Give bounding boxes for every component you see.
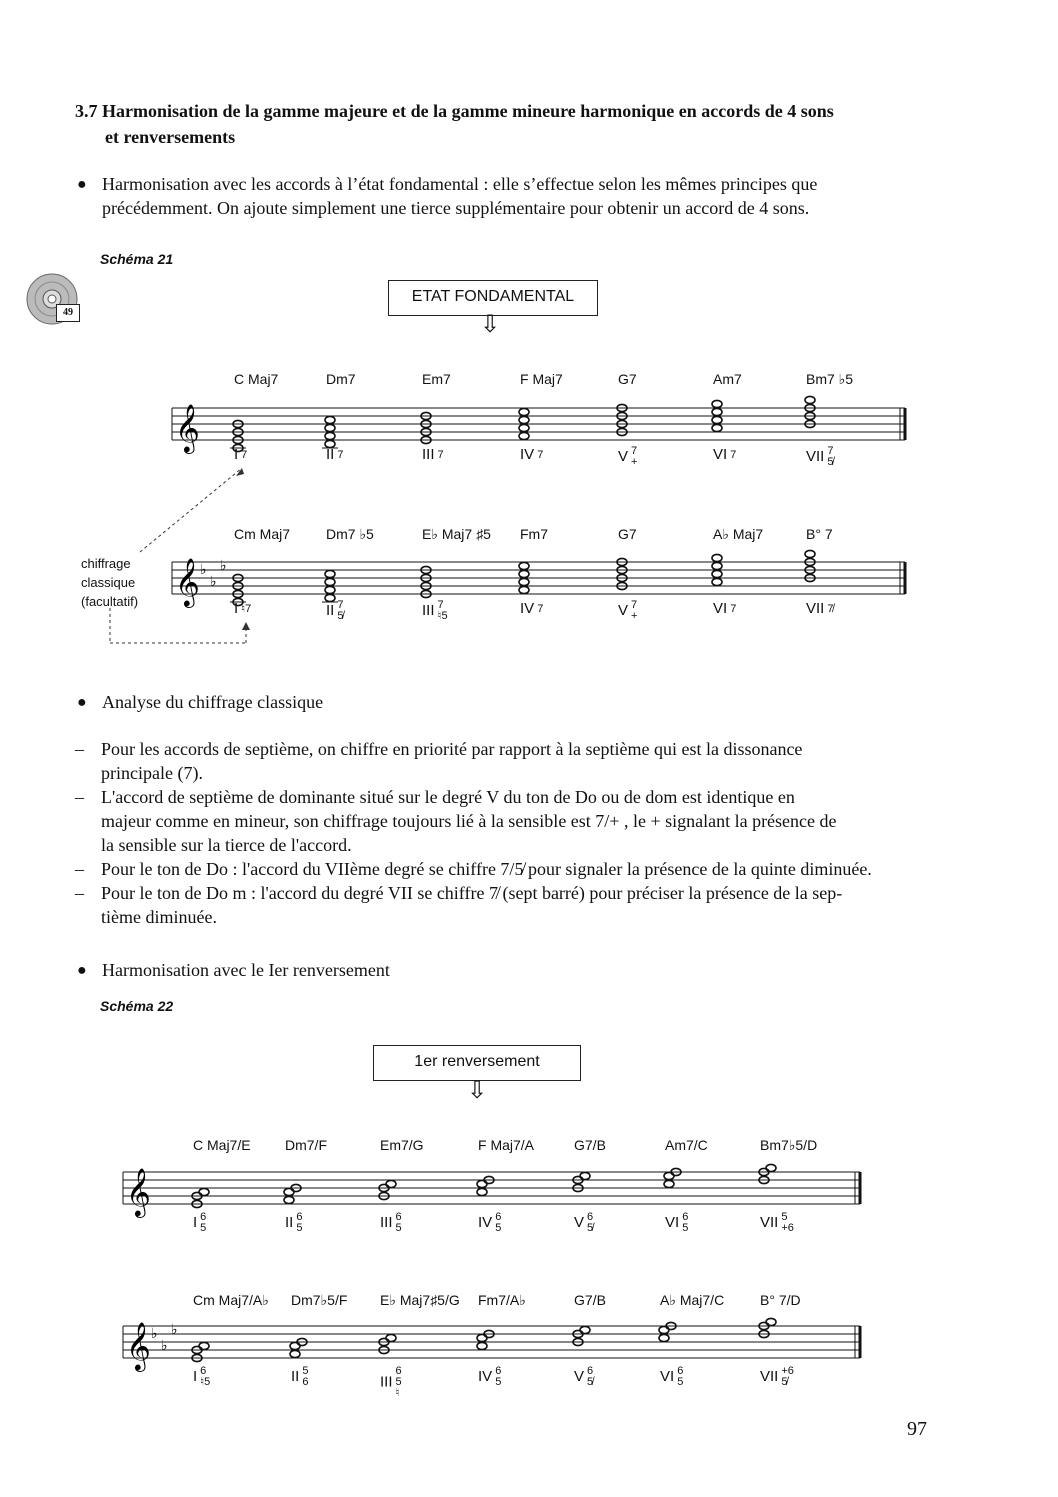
- chord-name: E♭ Maj7♯5/G: [380, 1292, 460, 1308]
- degree-figure: 7 ♮5: [437, 599, 448, 622]
- analysis-item-line: tième diminuée.: [101, 907, 217, 927]
- chord-name: B° 7/D: [760, 1292, 801, 1308]
- chord-name: F Maj7/A: [478, 1137, 535, 1153]
- degree-figure: 7: [730, 448, 737, 461]
- whole-note: [664, 1172, 674, 1179]
- chord-name: A♭ Maj7: [713, 526, 764, 542]
- arrow-head-icon: [236, 468, 244, 476]
- analysis-item-line: Pour les accords de septième, on chiffre en priorité par rapport à la septième qui est la dissonance: [101, 739, 803, 759]
- bullet-icon: ●: [77, 176, 87, 193]
- schema-21-label: Schéma 21: [100, 251, 174, 267]
- flat-key-signature-icon: ♭: [161, 1338, 168, 1354]
- schema-22-box: 1er renversement: [373, 1045, 581, 1081]
- chord-name: Em7/G: [380, 1137, 424, 1153]
- chord-name: B° 7: [806, 526, 833, 542]
- treble-clef-icon: 𝄞: [175, 403, 200, 452]
- whole-note: [519, 562, 529, 569]
- analysis-item-line: principale (7).: [101, 763, 203, 783]
- whole-note: [580, 1326, 590, 1333]
- analysis-item-line: la sensible sur la tierce de l'accord.: [101, 835, 352, 855]
- whole-note: [519, 424, 529, 431]
- schema-22-minor-staff: [123, 1318, 860, 1372]
- side-note-line: chiffrage: [81, 556, 131, 571]
- whole-note: [519, 570, 529, 577]
- chord-name: C Maj7: [234, 371, 279, 387]
- whole-note: [766, 1318, 776, 1325]
- analysis-list: [75, 737, 935, 929]
- down-arrow-icon: ⇩: [480, 312, 501, 338]
- analysis-item-line: majeur comme en mineur, son chiffrage toujours lié à la sensible est 7/+ , le + signalant la présence de: [101, 811, 837, 831]
- whole-note: [325, 570, 335, 577]
- section-number: 3.7: [75, 101, 98, 121]
- bullet-icon: ●: [77, 694, 87, 711]
- degree-figure: 6 5 ♮: [395, 1365, 402, 1399]
- analysis-item: [75, 881, 935, 929]
- degree-numeral: III: [422, 446, 435, 463]
- degree-figure: 6 5: [495, 1365, 502, 1388]
- degree-figure: 7 +: [631, 599, 638, 622]
- chord-name: C Maj7/E: [193, 1137, 251, 1153]
- whole-note: [325, 424, 335, 431]
- chord-name: Bm7 ♭5: [806, 371, 854, 387]
- whole-note: [325, 594, 335, 601]
- chord-name: Am7/C: [665, 1137, 708, 1153]
- degree-numeral: V: [574, 1367, 585, 1385]
- chord-name: G7: [618, 371, 637, 387]
- analysis-item: [75, 857, 935, 881]
- degree-figure: 7̸: [827, 602, 834, 615]
- page-number: 97: [907, 1418, 927, 1440]
- flat-key-signature-icon: ♭: [210, 574, 217, 590]
- whole-note: [664, 1180, 674, 1187]
- cd-track-number: 49: [56, 304, 80, 322]
- chord-name: Am7: [713, 371, 742, 387]
- treble-clef-icon: 𝄞: [126, 1321, 151, 1370]
- degree-figure: 5 6: [302, 1365, 309, 1388]
- degree-numeral: II: [326, 446, 335, 463]
- degree-figure: +6 5̸: [781, 1365, 794, 1388]
- whole-note: [290, 1350, 300, 1357]
- intro-line2: précédemment. On ajoute simplement une tierce supplémentaire pour obtenir un accord de 4 sons.: [102, 198, 810, 218]
- whole-note: [712, 408, 722, 415]
- whole-note: [477, 1180, 487, 1187]
- whole-note: [519, 416, 529, 423]
- chord-name: Dm7 ♭5: [326, 526, 374, 542]
- degree-numeral: III: [422, 601, 435, 619]
- whole-note: [766, 1164, 776, 1171]
- whole-note: [659, 1326, 669, 1333]
- chord-name: G7: [618, 526, 637, 542]
- degree-numeral: VII: [760, 1367, 779, 1385]
- degree-figure: 6 5: [495, 1211, 502, 1234]
- whole-note: [519, 408, 529, 415]
- whole-note: [284, 1188, 294, 1195]
- whole-note: [580, 1172, 590, 1179]
- degree-numeral: I: [234, 446, 239, 463]
- degree-numeral: I: [193, 1213, 198, 1231]
- schema-21-minor-staff: [172, 550, 905, 608]
- chord-name: Dm7: [326, 371, 356, 387]
- degree-figure: 6 5: [200, 1211, 207, 1234]
- whole-note: [325, 586, 335, 593]
- degree-figure: 7: [337, 448, 344, 461]
- dash-bullet: –: [75, 859, 84, 879]
- degree-figure: 7 +: [631, 445, 638, 468]
- chord-name: F Maj7: [520, 371, 563, 387]
- degree-numeral: I: [234, 600, 239, 617]
- whole-note: [477, 1188, 487, 1195]
- treble-clef-icon: 𝄞: [126, 1167, 151, 1216]
- whole-note: [199, 1342, 209, 1349]
- degree-numeral: VII: [806, 600, 825, 617]
- degree-numeral: II: [326, 601, 335, 619]
- schema-22-major-staff: [123, 1164, 860, 1218]
- section-title-line1: Harmonisation de la gamme majeure et de la gamme mineure harmonique en accords de 4 sons: [102, 101, 834, 121]
- chord-name: Dm7♭5/F: [291, 1292, 348, 1308]
- dash-bullet: –: [75, 883, 84, 903]
- whole-note: [712, 400, 722, 407]
- degree-numeral: IV: [520, 446, 535, 463]
- degree-numeral: I: [193, 1367, 198, 1385]
- whole-note: [712, 578, 722, 585]
- degree-figure: 7: [730, 602, 737, 615]
- whole-note: [386, 1180, 396, 1187]
- whole-note: [659, 1334, 669, 1341]
- analysis-item-line: L'accord de septième de dominante situé sur le degré V du ton de Do ou de dom est identique en: [101, 787, 795, 807]
- whole-note: [325, 440, 335, 447]
- dash-bullet: –: [75, 787, 84, 807]
- whole-note: [712, 570, 722, 577]
- whole-note: [712, 554, 722, 561]
- flat-key-signature-icon: ♭: [200, 562, 207, 578]
- schema-22-label: Schéma 22: [100, 998, 174, 1014]
- schema-21-major-staff: [172, 396, 905, 454]
- chord-name: Fm7: [520, 526, 548, 542]
- degree-numeral: V: [618, 447, 629, 465]
- degree-numeral: III: [380, 1373, 393, 1391]
- whole-note: [712, 562, 722, 569]
- whole-note: [386, 1334, 396, 1341]
- degree-figure: 6 5: [682, 1211, 689, 1234]
- degree-figure: 7: [241, 448, 248, 461]
- whole-note: [325, 578, 335, 585]
- analysis-item-line: Pour le ton de Do : l'accord du VIIème degré se chiffre 7/5̸ pour signaler la présence de la quinte diminuée.: [101, 859, 872, 879]
- flat-key-signature-icon: ♭: [220, 558, 227, 574]
- analysis-item: [75, 785, 935, 857]
- chord-name: Dm7/F: [285, 1137, 327, 1153]
- intro-line1: Harmonisation avec les accords à l’état fondamental : elle s’effectue selon les mêmes principes que: [102, 174, 818, 194]
- chord-name: E♭ Maj7 ♯5: [422, 526, 491, 542]
- annotation-dotted-line-up: [140, 468, 242, 552]
- degree-numeral: II: [285, 1213, 294, 1231]
- chord-name: Cm Maj7: [234, 526, 291, 542]
- degree-figure: 6 5̸: [587, 1365, 594, 1388]
- degree-figure: ♮7: [241, 602, 252, 615]
- chord-name: G7/B: [574, 1292, 606, 1308]
- degree-numeral: III: [380, 1213, 393, 1231]
- whole-note: [290, 1342, 300, 1349]
- chord-name: G7/B: [574, 1137, 606, 1153]
- degree-numeral: V: [618, 601, 629, 619]
- degree-figure: 5 +6: [781, 1211, 794, 1234]
- whole-note: [712, 416, 722, 423]
- chord-name: Fm7/A♭: [478, 1292, 526, 1308]
- whole-note: [325, 432, 335, 439]
- whole-note: [477, 1334, 487, 1341]
- down-arrow-icon: ⇩: [467, 1078, 488, 1104]
- degree-figure: 6 5: [677, 1365, 684, 1388]
- degree-figure: 6 5: [296, 1211, 303, 1234]
- analysis-heading: Analyse du chiffrage classique: [102, 692, 324, 712]
- whole-note: [199, 1188, 209, 1195]
- chord-name: A♭ Maj7/C: [660, 1292, 725, 1308]
- bullet-icon: ●: [77, 962, 87, 979]
- degree-numeral: IV: [478, 1213, 493, 1231]
- degree-numeral: VII: [806, 447, 825, 465]
- chord-name: Cm Maj7/A♭: [193, 1292, 269, 1308]
- flat-key-signature-icon: ♭: [151, 1326, 158, 1342]
- schema-21-box: ETAT FONDAMENTAL: [388, 280, 598, 316]
- degree-figure: 6 ♮5: [200, 1365, 211, 1388]
- whole-note: [712, 424, 722, 431]
- whole-note: [519, 432, 529, 439]
- analysis-item-line: Pour le ton de Do m : l'accord du degré VII se chiffre 7̸ (sept barré) pour préciser la présence de la sep-: [101, 883, 843, 903]
- degree-figure: 7: [537, 602, 544, 615]
- degree-figure: 6 5̸: [587, 1211, 594, 1234]
- whole-note: [805, 396, 815, 403]
- section-title-line2: et renversements: [105, 127, 236, 147]
- whole-note: [519, 578, 529, 585]
- degree-numeral: II: [291, 1367, 300, 1385]
- dash-bullet: –: [75, 739, 84, 759]
- degree-numeral: VII: [760, 1213, 779, 1231]
- whole-note: [805, 550, 815, 557]
- inversion-heading: Harmonisation avec le Ier renversement: [102, 960, 390, 980]
- degree-numeral: VI: [660, 1367, 675, 1385]
- whole-note: [284, 1196, 294, 1203]
- flat-key-signature-icon: ♭: [171, 1322, 178, 1338]
- degree-figure: 6 5: [395, 1211, 402, 1234]
- degree-figure: 7: [437, 448, 444, 461]
- whole-note: [325, 416, 335, 423]
- degree-numeral: IV: [520, 600, 535, 617]
- arrow-head-icon: [242, 622, 250, 630]
- analysis-item: [75, 737, 935, 785]
- whole-note: [477, 1342, 487, 1349]
- degree-figure: 7: [537, 448, 544, 461]
- degree-numeral: IV: [478, 1367, 493, 1385]
- whole-note: [519, 586, 529, 593]
- degree-numeral: VI: [665, 1213, 680, 1231]
- side-note-line: classique: [81, 575, 136, 590]
- degree-numeral: VI: [713, 446, 728, 463]
- degree-figure: 7 5̸: [337, 599, 344, 622]
- degree-numeral: V: [574, 1213, 585, 1231]
- side-note-line: (facultatif): [81, 594, 139, 609]
- degree-figure: 7 5̸: [827, 445, 834, 468]
- degree-numeral: VI: [713, 600, 728, 617]
- chord-name: Bm7♭5/D: [760, 1137, 818, 1153]
- side-note: [81, 554, 138, 611]
- chord-name: Em7: [422, 371, 451, 387]
- treble-clef-icon: 𝄞: [175, 557, 200, 606]
